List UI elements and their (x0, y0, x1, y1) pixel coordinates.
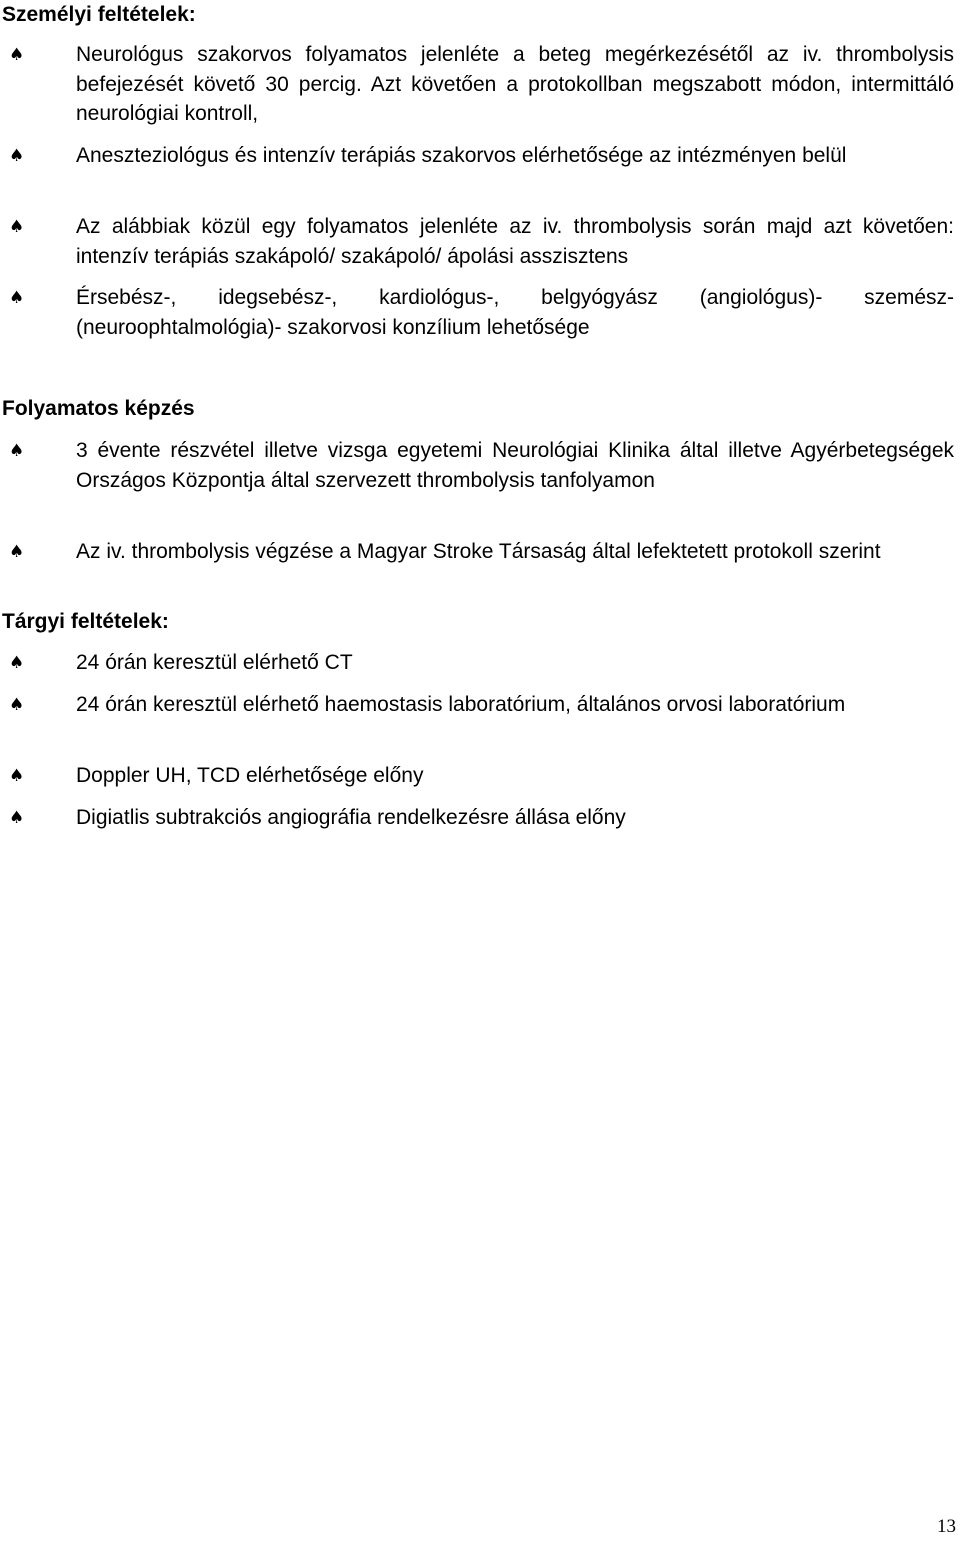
list-item-text: 24 órán keresztül elérhető haemostasis laboratórium, általános orvosi laboratórium (76, 693, 846, 716)
spade-bullet-icon: ♠ (9, 695, 25, 715)
spade-bullet-icon: ♠ (9, 146, 25, 166)
section-heading-material-requirements: Tárgyi feltételek: (2, 610, 169, 633)
list-item-text: Doppler UH, TCD elérhetősége előny (76, 764, 424, 787)
section-heading-continuous-training: Folyamatos képzés (2, 397, 195, 420)
spade-bullet-icon: ♠ (9, 45, 25, 65)
list-item-text: Az alábbiak közül egy folyamatos jelenléte az iv. thrombolysis során majd azt követően: intenzív terápiás szakápoló/ szakápoló/ ápolási asszisztens (76, 215, 954, 268)
page-number: 13 (937, 1516, 956, 1537)
list-item-text: Érsebész-, idegsebész-, kardiológus-, belgyógyász (angiológus)- szemész- (neuroophtalmológia)- szakorvosi konzílium lehetősége (76, 286, 954, 339)
list-item-text: 3 évente részvétel illetve vizsga egyetemi Neurológiai Klinika által illetve Agyérbetegségek Országos Központja által szervezett thrombolysis tanfolyamon (76, 439, 954, 492)
list-item-text: Neurológus szakorvos folyamatos jelenléte a beteg megérkezésétől az iv. thrombolysis befejezését követő 30 percig. Azt követően a protokollban megszabott módon, intermittáló neurológiai kontroll, (76, 43, 954, 125)
spade-bullet-icon: ♠ (9, 808, 25, 828)
spade-bullet-icon: ♠ (9, 441, 25, 461)
spade-bullet-icon: ♠ (9, 288, 25, 308)
section-heading-personal-requirements: Személyi feltételek: (2, 3, 196, 26)
list-item-text: Az iv. thrombolysis végzése a Magyar Stroke Társaság által lefektetett protokoll szerint (76, 540, 881, 563)
spade-bullet-icon: ♠ (9, 217, 25, 237)
list-item-text: Aneszteziológus és intenzív terápiás szakorvos elérhetősége az intézményen belül (76, 144, 847, 167)
spade-bullet-icon: ♠ (9, 542, 25, 562)
spade-bullet-icon: ♠ (9, 766, 25, 786)
list-item-text: Digiatlis subtrakciós angiográfia rendelkezésre állása előny (76, 806, 626, 829)
spade-bullet-icon: ♠ (9, 653, 25, 673)
list-item-text: 24 órán keresztül elérhető CT (76, 651, 353, 674)
